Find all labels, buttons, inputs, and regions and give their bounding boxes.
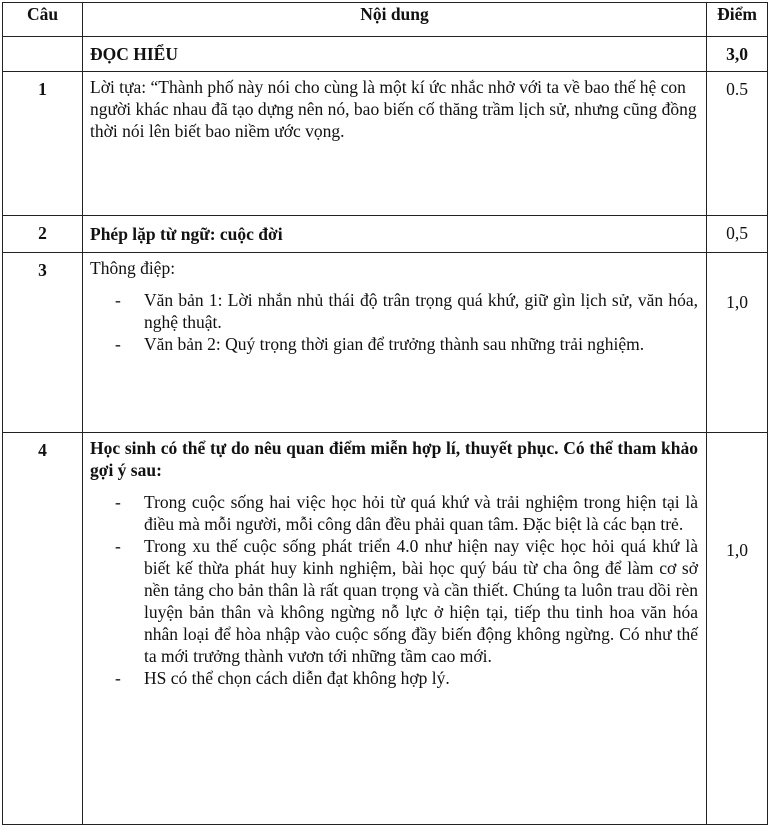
question-score: 1,0	[707, 433, 768, 825]
answer-table	[2, 2, 768, 825]
question-score: 0.5	[707, 72, 768, 216]
header-content: Nội dung	[83, 3, 707, 37]
list-item: - Văn bản 1: Lời nhắn nhủ thái độ trân trọng quá khứ, giữ gìn lịch sử, văn hóa, nghệ thuật.	[144, 289, 698, 333]
section-row	[3, 37, 768, 72]
question-content: Lời tựa: “Thành phố này nói cho cùng là một kí ức nhắc nhở với ta về bao thế hệ con người khác nhau đã tạo dựng nên nó, bao biến cố thăng trầm lịch sử, nhưng cũng đồng thời nói lên biết bao niềm ước vọng.	[83, 72, 707, 216]
table-row	[3, 216, 768, 253]
header-score: Điểm	[707, 3, 768, 37]
content-intro: Thông điệp:	[90, 258, 176, 278]
section-title: ĐỌC HIỂU	[83, 37, 707, 72]
list-item: - Văn bản 2: Quý trọng thời gian để trưởng thành sau những trải nghiệm.	[144, 333, 698, 355]
bullet-list	[90, 289, 698, 355]
list-item: - Trong cuộc sống hai việc học hỏi từ quá khứ và trải nghiệm trong hiện tại là điều mà mỗi người, mỗi công dân đều phải quan tâm. Đặc biệt là các bạn trẻ.	[144, 491, 698, 535]
question-content	[83, 253, 707, 433]
question-content	[83, 433, 707, 825]
question-number: 1	[3, 72, 83, 216]
table-row	[3, 253, 768, 433]
question-score: 1,0	[707, 253, 768, 433]
list-item: - Trong xu thế cuộc sống phát triển 4.0 như hiện nay việc học hỏi quá khứ là biết kế thừa phát huy kinh nghiệm, bài học quý báu từ cha ông để làm cơ sở nền tảng cho bản thân là rất quan trọng và cần thiết. Chúng ta luôn trau dồi rèn luyện bản thân và không ngừng nỗ lực ở hiện tại, tiếp thu tinh hoa văn hóa nhân loại để hòa nhập vào cuộc sống đầy biến động không ngừng. Có như thế ta mới trưởng thành vươn tới những tầm cao mới.	[144, 535, 698, 667]
table-row	[3, 72, 768, 216]
table-row	[3, 433, 768, 825]
header-row	[3, 3, 768, 37]
question-content: Phép lặp từ ngữ: cuộc đời	[83, 216, 707, 253]
question-number: 2	[3, 216, 83, 253]
content-intro: Học sinh có thể tự do nêu quan điểm miễn hợp lí, thuyết phục. Có thể tham khảo gợi ý sau:	[90, 438, 698, 480]
question-number: 3	[3, 253, 83, 433]
question-number: 4	[3, 433, 83, 825]
bullet-list	[90, 491, 698, 689]
section-score: 3,0	[707, 37, 768, 72]
list-item: - HS có thể chọn cách diễn đạt không hợp lý.	[144, 667, 698, 689]
question-score: 0,5	[707, 216, 768, 253]
header-question: Câu	[3, 3, 83, 37]
